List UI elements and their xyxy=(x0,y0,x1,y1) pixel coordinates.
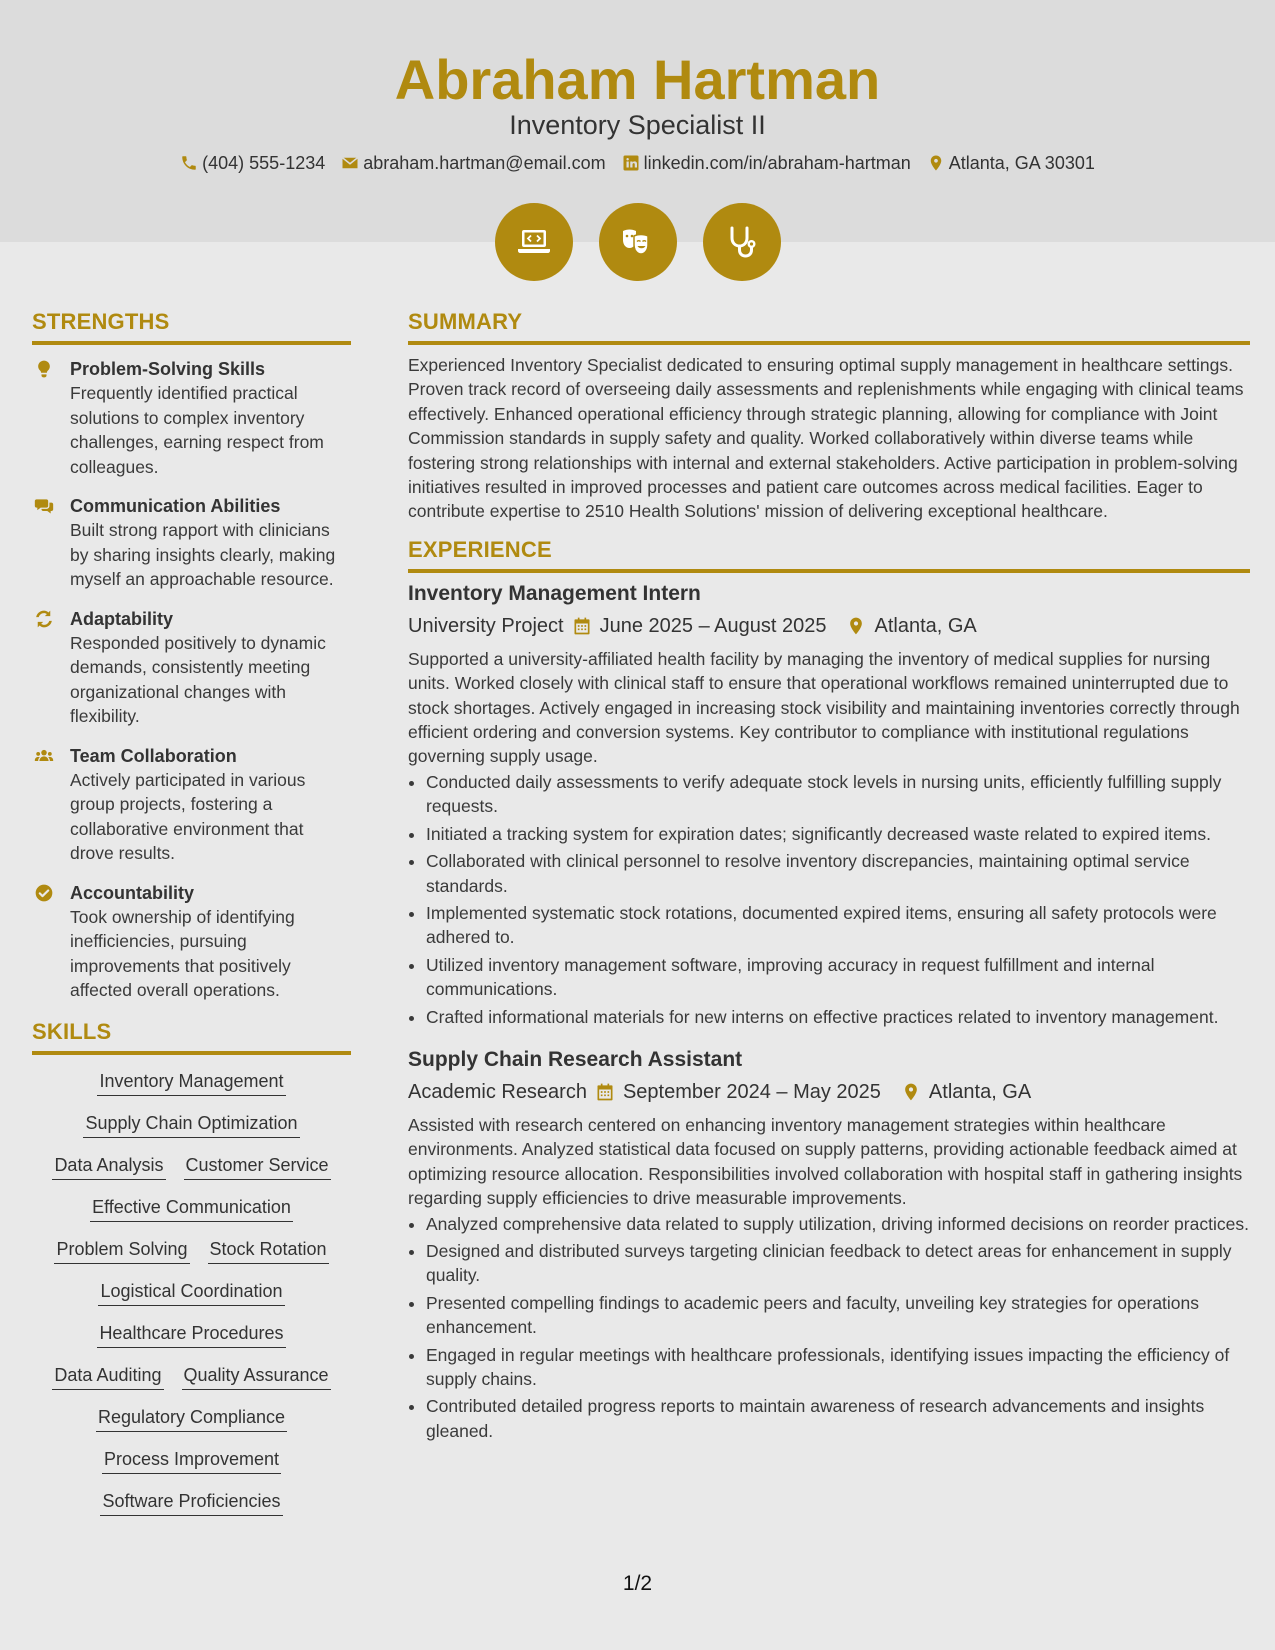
strength-item xyxy=(32,607,351,729)
users-icon xyxy=(34,746,54,766)
strength-title: Problem-Solving Skills xyxy=(70,359,266,379)
skill-tag: Inventory Management xyxy=(97,1069,285,1096)
strength-title: Communication Abilities xyxy=(70,496,281,516)
sync-icon xyxy=(34,609,54,629)
skill-row xyxy=(32,1111,351,1138)
skill-tag: Data Auditing xyxy=(52,1363,163,1390)
job-description: Assisted with research centered on enhancing inventory management strategies within healthcare environments. Analyzed statistical data focused on supply patterns, providing actionable feedback aimed at optimizing resource allocation. Responsibilities involved collaboration with hospital staff in gathering insights regarding supply efficiencies to drive measurable improvements. xyxy=(408,1114,1243,1209)
bullet-item: • Initiated a tracking system for expiration dates; significantly decreased waste related to expired items. xyxy=(426,822,1250,846)
skill-tag: Regulatory Compliance xyxy=(96,1405,287,1432)
skill-tag: Quality Assurance xyxy=(182,1363,331,1390)
skill-row xyxy=(32,1153,351,1180)
skill-row xyxy=(32,1363,351,1390)
linkedin-icon xyxy=(622,154,640,172)
skill-row xyxy=(32,1489,351,1516)
candidate-role: Inventory Specialist II xyxy=(509,110,766,140)
phone-icon xyxy=(180,154,198,172)
interest-circle-theater xyxy=(599,203,677,281)
comments-icon xyxy=(34,496,54,516)
contact-linkedin[interactable] xyxy=(622,150,911,176)
strength-item xyxy=(32,744,351,866)
skills-heading: SKILLS xyxy=(32,1018,351,1055)
strengths-heading: STRENGTHS xyxy=(32,308,351,345)
job-title: Inventory Management Intern xyxy=(408,581,701,605)
strength-item xyxy=(32,881,351,1003)
strength-desc: Built strong rapport with clinicians by sharing insights clearly, making myself an approachable resource. xyxy=(70,520,336,589)
bullet-item: • Designed and distributed surveys targeting clinician feedback to detect areas for enhancement in supply quality. xyxy=(426,1239,1250,1288)
contact-email[interactable] xyxy=(341,150,605,176)
interest-circle-health xyxy=(703,203,781,281)
map-marker-icon xyxy=(846,616,866,636)
job-org: Academic Research xyxy=(408,1080,587,1103)
contact-location xyxy=(927,150,1095,176)
strength-title: Adaptability xyxy=(70,608,174,629)
map-marker-icon xyxy=(927,154,945,172)
strength-title: Team Collaboration xyxy=(70,745,237,766)
calendar-icon xyxy=(595,1082,615,1102)
skill-tag: Stock Rotation xyxy=(208,1237,329,1264)
laptop-code-icon xyxy=(514,222,554,262)
summary-heading: SUMMARY xyxy=(408,308,1250,345)
job-dates: June 2025 – August 2025 xyxy=(599,614,827,637)
job-org: University Project xyxy=(408,614,564,637)
left-column xyxy=(32,308,351,1516)
job-location: Atlanta, GA xyxy=(874,614,977,637)
skill-tag: Supply Chain Optimization xyxy=(83,1111,299,1138)
strength-item xyxy=(32,494,351,592)
bullet-item: • Implemented systematic stock rotations, documented expired items, ensuring all safety protocols were adhered to. xyxy=(426,901,1250,950)
job-bullets xyxy=(408,1212,1250,1444)
bullet-item: • Utilized inventory management software, improving accuracy in request fulfillment and internal communications. xyxy=(426,953,1250,1002)
skill-row xyxy=(32,1279,351,1306)
job-location: Atlanta, GA xyxy=(928,1080,1032,1103)
bullet-item: • Analyzed comprehensive data related to supply utilization, driving informed decisions on reorder practices. xyxy=(426,1212,1250,1236)
contact-row xyxy=(0,150,1275,176)
job-bullets xyxy=(408,770,1250,1029)
strength-desc: Responded positively to dynamic demands, consistently meeting organizational changes with flexibility. xyxy=(70,632,326,726)
skills-grid xyxy=(32,1069,351,1516)
job-entry xyxy=(408,579,1250,1029)
candidate-name: Abraham Hartman xyxy=(394,48,881,111)
strength-desc: Actively participated in various group projects, fostering a collaborative environment that drove results. xyxy=(70,769,306,863)
bullet-item: • Crafted informational materials for new interns on effective practices related to inventory management. xyxy=(426,1005,1250,1029)
strength-desc: Frequently identified practical solutions to complex inventory challenges, earning respect from colleagues. xyxy=(70,383,324,477)
location-text: Atlanta, GA 30301 xyxy=(948,153,1095,173)
strength-item xyxy=(32,357,351,479)
bullet-item: • Contributed detailed progress reports to maintain awareness of research advancements and insights gleaned. xyxy=(426,1394,1250,1443)
summary-text: Experienced Inventory Specialist dedicated to ensuring optimal supply management in healthcare settings. Proven track record of overseeing daily assessments and replenishments while engaging with clinical teams effectively. Enhanced operational efficiency through strategic planning, allowing for compliance with Joint Commission standards in supply safety and quality. Worked collaboratively within diverse teams while fostering strong relationships with internal and external stakeholders. Active participation in problem-solving initiatives resulted in improved processes and patient care outcomes across medical facilities. Eager to contribute expertise to 2510 Health Solutions' mission of delivering exceptional healthcare. xyxy=(408,355,1244,522)
job-title: Supply Chain Research Assistant xyxy=(408,1047,743,1071)
job-dates: September 2024 – May 2025 xyxy=(622,1080,881,1103)
bullet-item: • Collaborated with clinical personnel to resolve inventory discrepancies, maintaining optimal service standards. xyxy=(426,849,1250,898)
calendar-icon xyxy=(572,616,592,636)
skill-tag: Effective Communication xyxy=(90,1195,293,1222)
envelope-icon xyxy=(341,154,359,172)
linkedin-text: linkedin.com/in/abraham-hartman xyxy=(643,153,911,173)
experience-section xyxy=(408,536,1250,1443)
skill-tag: Process Improvement xyxy=(102,1447,281,1474)
skill-row xyxy=(32,1405,351,1432)
check-circle-icon xyxy=(34,883,54,903)
skill-row xyxy=(32,1069,351,1096)
job-description: Supported a university-affiliated health facility by managing the inventory of medical supplies for nursing units. Worked closely with clinical staff to ensure that operational workflows remained uninterrupted due to stock shortages. Actively engaged in increasing stock visibility and maintaining inventories correctly through efficient ordering and conversion systems. Key contributor to compliance with institutional regulations governing supply usage. xyxy=(408,648,1240,767)
job-entry xyxy=(408,1045,1250,1443)
experience-heading: EXPERIENCE xyxy=(408,536,1250,573)
bullet-item: • Conducted daily assessments to verify adequate stock levels in nursing units, efficiently fulfilling supply requests. xyxy=(426,770,1250,819)
skill-tag: Problem Solving xyxy=(54,1237,189,1264)
skill-tag: Data Analysis xyxy=(52,1153,165,1180)
skill-row xyxy=(32,1447,351,1474)
skill-row xyxy=(32,1237,351,1264)
interest-icons xyxy=(0,203,1275,281)
lightbulb-icon xyxy=(34,359,54,379)
strength-title: Accountability xyxy=(70,882,195,903)
skill-tag: Logistical Coordination xyxy=(98,1279,284,1306)
job-meta xyxy=(408,1077,1250,1107)
interest-circle-coding xyxy=(495,203,573,281)
skill-row xyxy=(32,1195,351,1222)
job-meta xyxy=(408,611,1250,641)
page-number: 1/2 xyxy=(622,1572,653,1595)
email-text: abraham.hartman@email.com xyxy=(363,153,606,173)
skill-tag: Healthcare Procedures xyxy=(97,1321,285,1348)
stethoscope-icon xyxy=(722,222,762,262)
bullet-item: • Presented compelling findings to academic peers and faculty, unveiling key strategies for operations enhancement. xyxy=(426,1291,1250,1340)
skills-section xyxy=(32,1018,351,1516)
strengths-list xyxy=(32,357,351,1003)
skill-row xyxy=(32,1321,351,1348)
skill-tag: Software Proficiencies xyxy=(100,1489,282,1516)
strength-desc: Took ownership of identifying inefficiencies, pursuing improvements that positively affected overall operations. xyxy=(70,906,295,1000)
map-marker-icon xyxy=(901,1082,921,1102)
contact-phone[interactable] xyxy=(180,150,325,176)
theater-masks-icon xyxy=(618,222,658,262)
bullet-item: • Engaged in regular meetings with healthcare professionals, identifying issues impacting the efficiency of supply chains. xyxy=(426,1343,1250,1392)
phone-text: (404) 555-1234 xyxy=(202,153,326,173)
right-column xyxy=(408,308,1250,1446)
skill-tag: Customer Service xyxy=(184,1153,331,1180)
